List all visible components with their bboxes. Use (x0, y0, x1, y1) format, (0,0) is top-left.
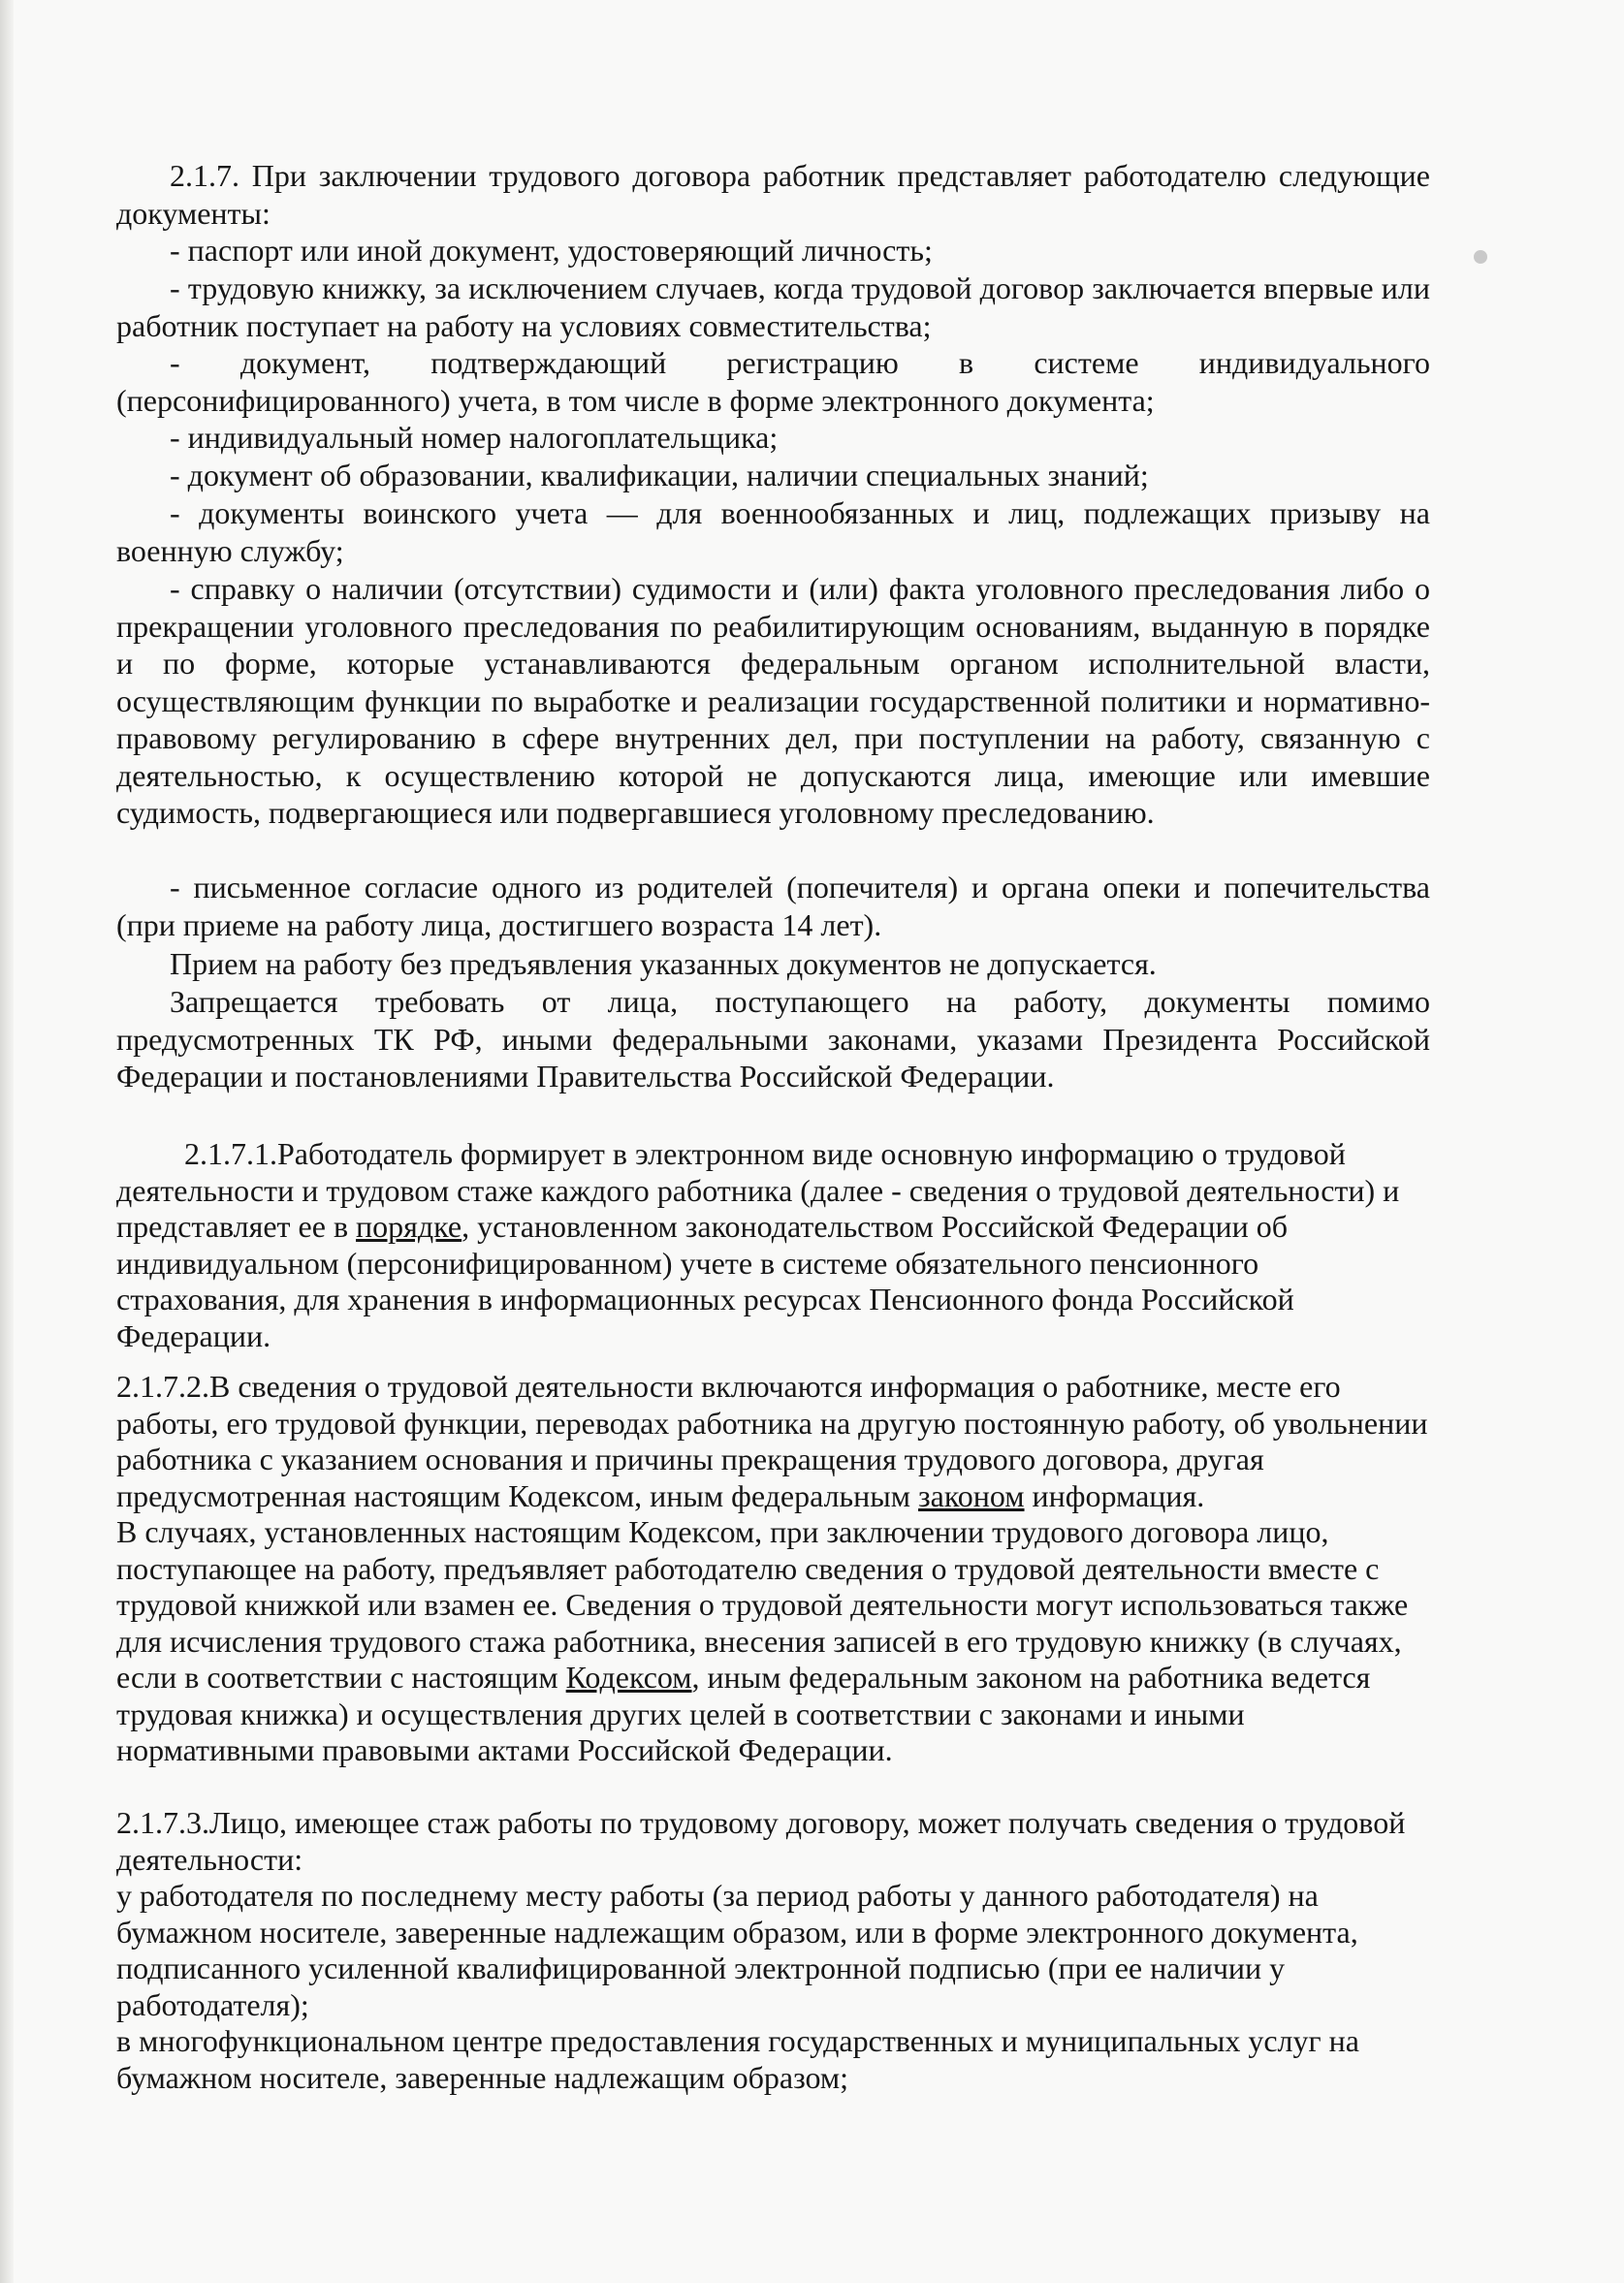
paragraph-work-history-cases-text-a: В случаях, установленных настоящим Кодексом, при заключении трудового договора лицо, поступающее на работу, предъявляет работодателю сведения о трудовой деятельности вместе с трудовой книжкой или взамен ее. Сведения о трудовой деятельности могут использоваться также для исчисления трудового стажа работника, внесения записей в его трудовую книжку (в случаях, если в соответствии с настоящим (116, 1514, 1409, 1695)
paragraph-documents-required: Прием на работу без предъявления указанных документов не допускается. (170, 946, 1157, 981)
link-poryadok[interactable]: порядке (356, 1209, 462, 1244)
paragraph-mfc-paper-form: в многофункциональном центре предоставления государственных и муниципальных услуг на бумажном носителе, заверенные надлежащим образом; (116, 2023, 1359, 2095)
paragraph-2-1-7-1-text-a: 2.1.7.1.Работодатель формирует в электронном виде основную информацию о трудовой деятельности и трудовом стаже каждого работника (далее - сведения о трудовой деятельности) и представляет ее в (116, 1136, 1400, 1244)
scan-speck (1474, 250, 1487, 264)
list-item-work-book: - трудовую книжку, за исключением случаев, когда трудовой договор заключается впервые или работник поступает на работу на условиях совместительства; (116, 270, 1430, 343)
list-item-military-documents: - документы воинского учета — для военнообязанных и лиц, подлежащих призыву на военную службу; (116, 495, 1430, 568)
paragraph-2-1-7-1-text-b: , установленном законодательством Российской Федерации об индивидуальном (персонифицированном) учете в системе обязательного пенсионного страхования, для хранения в информационных ресурсах Пенсионного фонда Российской Федерации. (116, 1209, 1294, 1353)
link-zakonom[interactable]: законом (918, 1477, 1025, 1513)
paragraph-2-1-7: 2.1.7. При заключении трудового договора работник представляет работодателю следующие документы: (116, 158, 1430, 231)
paragraph-2-1-7-1 (116, 1136, 1430, 1354)
paragraph-employer-paper-form: у работодателя по последнему месту работы (за период работы у данного работодателя) на бумажном носителе, заверенные надлежащим образом, или в форме электронного документа, подписанного усиленной квалифицированной электронной подписью (при ее наличии у работодателя); (116, 1878, 1358, 2022)
scan-edge (0, 0, 14, 2283)
list-item-tax-number: - индивидуальный номер налогоплательщика; (170, 420, 779, 455)
list-item-criminal-record-certificate: - справку о наличии (отсутствии) судимости и (или) факта уголовного преследования либо о прекращении уголовного преследования по реабилитирующим основаниям, выданную в порядке и по форме, которые устанавливаются федеральным органом исполнительной власти, осуществляющим функции по выработке и реализации государственной политики и нормативно-правовому регулированию в сфере внутренних дел, при поступлении на работу, связанную с деятельностью, к осуществлению которой не допускаются лица, имеющие или имевшие судимость, подвергающиеся или подвергавшиеся уголовному преследованию. (116, 571, 1430, 830)
paragraph-2-1-7-2-text-b: информация. (1024, 1477, 1205, 1513)
paragraph-2-1-7-3: 2.1.7.3.Лицо, имеющее стаж работы по трудовому договору, может получать сведения о трудовой деятельности: (116, 1805, 1406, 1877)
link-kodeksom[interactable]: Кодексом (565, 1660, 692, 1695)
list-item-education-document: - документ об образовании, квалификации, наличии специальных знаний; (170, 458, 1149, 492)
list-item-registration-document: - документ, подтверждающий регистрацию в системе индивидуального (персонифицированного) учета, в том числе в форме электронного документа; (116, 345, 1430, 418)
paragraph-2-1-7-2-text-a: 2.1.7.2.В сведения о трудовой деятельности включаются информация о работнике, месте его работы, его трудовой функции, переводах работника на другую постоянную работу, об увольнении работника с указанием основания и причины прекращения трудового договора, другая предусмотренная настоящим Кодексом, иным федеральным (116, 1369, 1428, 1513)
paragraph-work-history-cases (116, 1514, 1430, 1769)
list-item-passport: - паспорт или иной документ, удостоверяющий личность; (170, 233, 933, 268)
paragraph-work-history-cases-text-b: , иным федеральным законом на работника ведется трудовая книжка) и осуществления других целей в соответствии с законами и иными нормативными правовыми актами Российской Федерации. (116, 1660, 1371, 1767)
list-item-parental-consent: - письменное согласие одного из родителей (попечителя) и органа опеки и попечительства (при приеме на работу лица, достигшего возраста 14 лет). (116, 870, 1430, 942)
paragraph-prohibition: Запрещается требовать от лица, поступающего на работу, документы помимо предусмотренных ТК РФ, иными федеральными законами, указами Президента Российской Федерации и постановлениями Правительства Российской Федерации. (116, 984, 1430, 1094)
paragraph-2-1-7-2 (116, 1369, 1430, 1514)
